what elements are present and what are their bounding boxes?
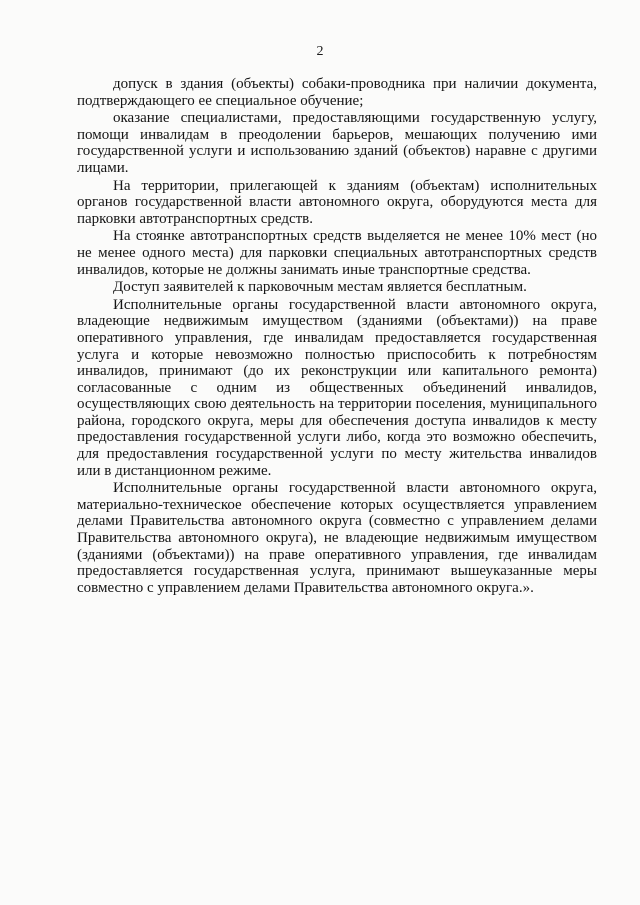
paragraph-parking-quota: На стоянке автотранспортных средств выделяется не менее 10% мест (но не менее одного места) для парковки специальных автотранспортных средств инвалидов, которые не должны занимать иные транспортные средства.	[77, 228, 597, 278]
paragraph-free-parking: Доступ заявителей к парковочным местам является бесплатным.	[113, 279, 527, 296]
document-body	[77, 76, 597, 597]
page-number: 2	[316, 44, 324, 59]
paragraph-specialist-assistance: оказание специалистами, предоставляющими государственную услугу, помощи инвалидам в преодолении барьеров, мешающих получению ими государственной услуги и использованию зданий (объектов) наравне с другими лицами.	[77, 110, 597, 176]
paragraph-parking-territory: На территории, прилегающей к зданиям (объектам) исполнительных органов государственной власти автономного округа, оборудуются места для парковки автотранспортных средств.	[77, 177, 597, 227]
paragraph-executive-bodies-measures: Исполнительные органы государственной власти автономного округа, владеющие недвижимым имуществом (зданиями (объектами)) на праве оперативного управления, где инвалидам предоставляется государственная услуга и которые невозможно полностью приспособить к потребностям инвалидов, принимают (до их реконструкции или капитального ремонта) согласованные с одним из общественных объединений инвалидов, осуществляющих свою деятельность на территории поселения, муниципального района, городского округа, меры для обеспечения доступа инвалидов к месту предоставления государственной услуги либо, когда это возможно обеспечить, для предоставления государственной услуги по месту жительства инвалидов или в дистанционном режиме.	[77, 296, 597, 479]
paragraph-executive-bodies-joint-measures: Исполнительные органы государственной власти автономного округа, материально-техническое обеспечение которых осуществляется управлением делами Правительства автономного округа (совместно с управлением делами Правительства автономного округа), не владеющие недвижимым имуществом (зданиями (объектами)) на праве оперативного управления, где инвалидам предоставляется государственная услуга, принимают вышеуказанные меры совместно с управлением делами Правительства автономного округа.».	[77, 480, 597, 596]
paragraph-guide-dog-access: допуск в здания (объекты) собаки-проводника при наличии документа, подтверждающего ее специальное обучение;	[77, 76, 597, 109]
